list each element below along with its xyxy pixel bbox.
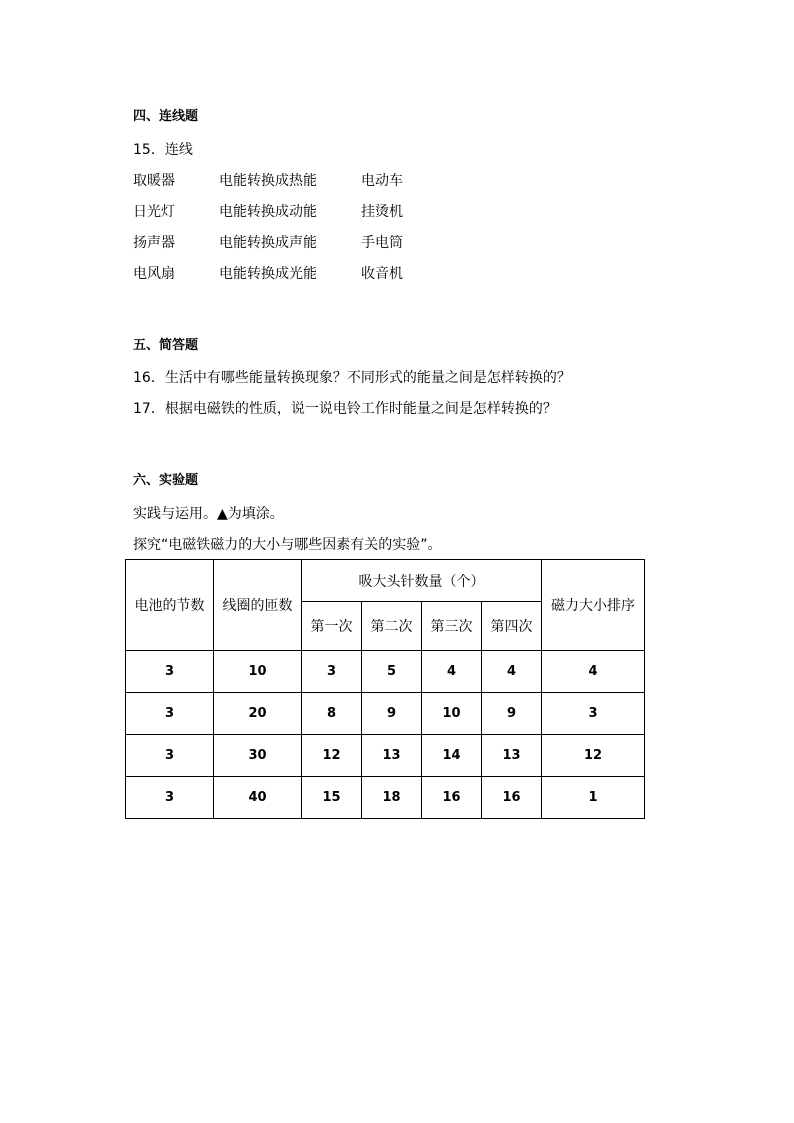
table-cell: 10 xyxy=(422,693,482,735)
header-trial-4: 第四次 xyxy=(482,602,542,651)
header-trial-3: 第三次 xyxy=(422,602,482,651)
table-row xyxy=(126,693,645,735)
table-header-row xyxy=(126,560,645,602)
match-conversion: 电能转换成声能 xyxy=(219,235,317,251)
table-cell: 1 xyxy=(542,777,645,819)
table-row xyxy=(126,777,645,819)
header-trial-2: 第二次 xyxy=(362,602,422,651)
header-pins-count-group: 吸大头针数量（个） xyxy=(302,560,542,602)
match-item: 电风扇 xyxy=(133,266,175,282)
question-17: 17．根据电磁铁的性质，说一说电铃工作时能量之间是怎样转换的？ xyxy=(133,401,557,417)
match-item: 日光灯 xyxy=(133,204,175,220)
match-item: 扬声器 xyxy=(133,235,175,251)
table-cell: 8 xyxy=(302,693,362,735)
table-cell: 40 xyxy=(214,777,302,819)
table-cell: 14 xyxy=(422,735,482,777)
table-cell: 4 xyxy=(482,651,542,693)
table-cell: 3 xyxy=(126,693,214,735)
match-conversion: 电能转换成光能 xyxy=(219,266,317,282)
table-cell: 4 xyxy=(542,651,645,693)
header-trial-1: 第一次 xyxy=(302,602,362,651)
section-heading-experiment: 六、实验题 xyxy=(133,473,199,488)
question-15: 15．连线 xyxy=(133,142,193,158)
table-cell: 16 xyxy=(422,777,482,819)
match-conversion: 电能转换成动能 xyxy=(219,204,317,220)
table-cell: 30 xyxy=(214,735,302,777)
instruction-line: 实践与运用。▲为填涂。 xyxy=(133,506,284,522)
header-coil-turns: 线圈的匝数 xyxy=(214,560,302,651)
section-heading-short-answer: 五、简答题 xyxy=(133,338,199,353)
table-cell: 9 xyxy=(482,693,542,735)
table-cell: 3 xyxy=(126,777,214,819)
table-cell: 18 xyxy=(362,777,422,819)
table-cell: 10 xyxy=(214,651,302,693)
table-cell: 13 xyxy=(482,735,542,777)
match-device: 挂烫机 xyxy=(361,204,403,220)
table-cell: 3 xyxy=(126,651,214,693)
table-cell: 15 xyxy=(302,777,362,819)
table-cell: 4 xyxy=(422,651,482,693)
section-heading-matching: 四、连线题 xyxy=(133,109,199,124)
table-cell: 20 xyxy=(214,693,302,735)
table-cell: 9 xyxy=(362,693,422,735)
experiment-title: 探究“电磁铁磁力的大小与哪些因素有关的实验”。 xyxy=(133,537,442,553)
table-cell: 16 xyxy=(482,777,542,819)
table-cell: 3 xyxy=(542,693,645,735)
table-cell: 5 xyxy=(362,651,422,693)
match-device: 电动车 xyxy=(361,173,403,189)
table-cell: 13 xyxy=(362,735,422,777)
match-item: 取暖器 xyxy=(133,173,175,189)
question-16: 16．生活中有哪些能量转换现象？不同形式的能量之间是怎样转换的？ xyxy=(133,370,571,386)
match-conversion: 电能转换成热能 xyxy=(219,173,317,189)
table-row xyxy=(126,735,645,777)
header-magnetic-rank: 磁力大小排序 xyxy=(542,560,645,651)
experiment-table xyxy=(125,559,645,819)
table-cell: 12 xyxy=(302,735,362,777)
table-cell: 3 xyxy=(126,735,214,777)
match-device: 收音机 xyxy=(361,266,403,282)
table-cell: 12 xyxy=(542,735,645,777)
header-battery-count: 电池的节数 xyxy=(126,560,214,651)
match-device: 手电筒 xyxy=(361,235,403,251)
table-row xyxy=(126,651,645,693)
table-cell: 3 xyxy=(302,651,362,693)
